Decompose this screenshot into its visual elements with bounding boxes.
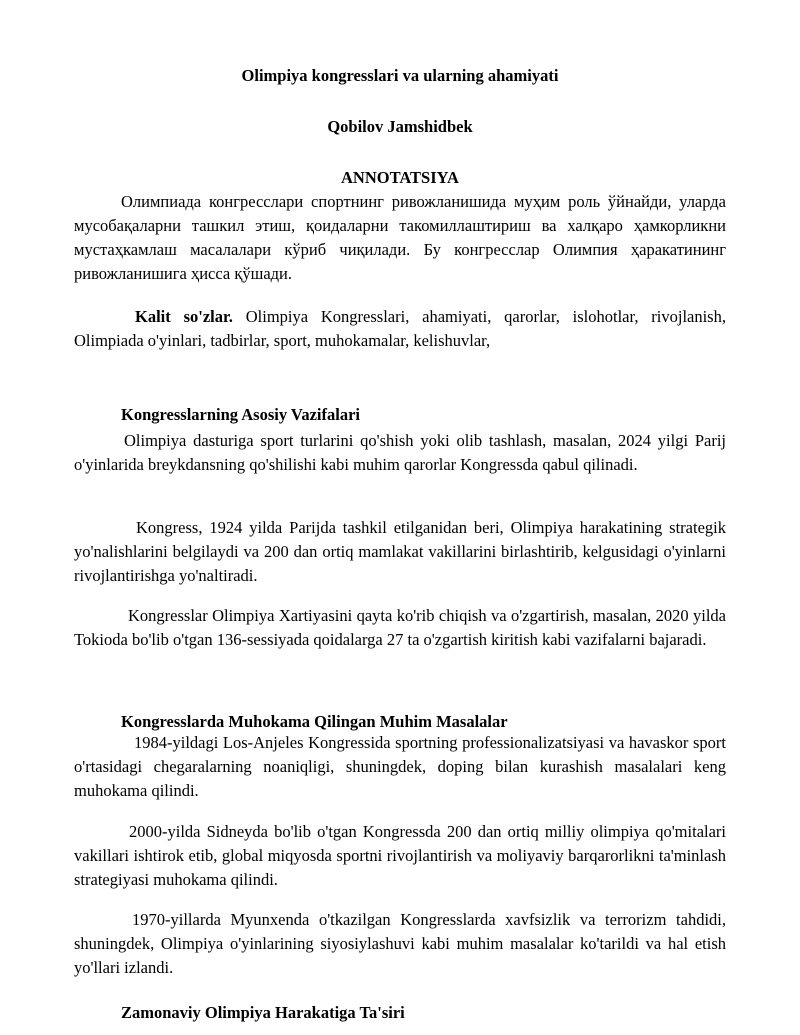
section-heading: Zamonaviy Olimpiya Harakatiga Ta'siri [121, 1003, 405, 1022]
document-author: Qobilov Jamshidbek [327, 117, 473, 136]
section-paragraph: Kongresslar Olimpiya Xartiyasini qayta ko'rib chiqish va o'zgartirish, masalan, 2020 yilda Tokioda bo'lib o'tgan 136-sessiyada qoidalarga 27 ta o'zgartish kiritish kabi vazifalarni bajaradi. [74, 606, 726, 649]
section-heading: Kongresslarda Muhokama Qilingan Muhim Masalalar [121, 712, 508, 731]
section-paragraph: 2000-yilda Sidneyda bo'lib o'tgan Kongressda 200 dan ortiq milliy olimpiya qo'mitalari vakillari ishtirok etib, global miqyosda sportni rivojlantirish va moliyaviy barqarorlikni ta'minlash strategiyasi muhokama qilindi. [74, 822, 726, 889]
keywords-label: Kalit so'zlar. [135, 307, 233, 326]
section-heading: Kongresslarning Asosiy Vazifalari [121, 405, 360, 424]
section-paragraph: 1970-yillarda Myunxenda o'tkazilgan Kongresslarda xavfsizlik va terrorizm tahdidi, shuningdek, Olimpiya o'yinlarining siyosiylashuvi kabi muhim masalalar ko'tarildi va hal etish yo'llari izlandi. [74, 910, 726, 977]
document-title: Olimpiya kongresslari va ularning ahamiyati [241, 66, 559, 85]
section-paragraph: Olimpiya dasturiga sport turlarini qo'shish yoki olib tashlash, masalan, 2024 yilgi Parij o'yinlarida breykdansning qo'shilishi kabi muhim qarorlar Kongressda qabul qilinadi. [74, 431, 726, 474]
section-paragraph: 1984-yildagi Los-Anjeles Kongressida sportning professionalizatsiyasi va havaskor sport o'rtasidagi chegaralarning noaniqligi, shuningdek, doping bilan kurashish masalalari keng muhokama qilindi. [74, 733, 726, 800]
annotation-heading: ANNOTATSIYA [341, 168, 459, 187]
section-paragraph: Kongress, 1924 yilda Parijda tashkil etilganidan beri, Olimpiya harakatining strategik yo'nalishlarini belgilaydi va 200 dan ortiq mamlakat vakillarini birlashtirib, kelgusidagi o'yinlarni rivojlantirishga yo'naltiradi. [74, 518, 726, 585]
keywords-paragraph [74, 305, 726, 353]
annotation-paragraph: Олимпиада конгресслари спортнинг ривожланишида муҳим роль ўйнайди, уларда мусобақаларни ташкил этиш, қоидаларни такомиллаштириш ва халқаро ҳамкорликни мустаҳкамлаш масалалари кўриб чиқилади. Бу конгресслар Олимпия ҳаракатининг ривожланишига ҳисса қўшади. [74, 192, 726, 283]
keywords-text: Olimpiya Kongresslari, ahamiyati, qarorlar, islohotlar, rivojlanish, Olimpiada o'yinlari, tadbirlar, sport, muhokamalar, kelishuvlar, [74, 307, 726, 350]
